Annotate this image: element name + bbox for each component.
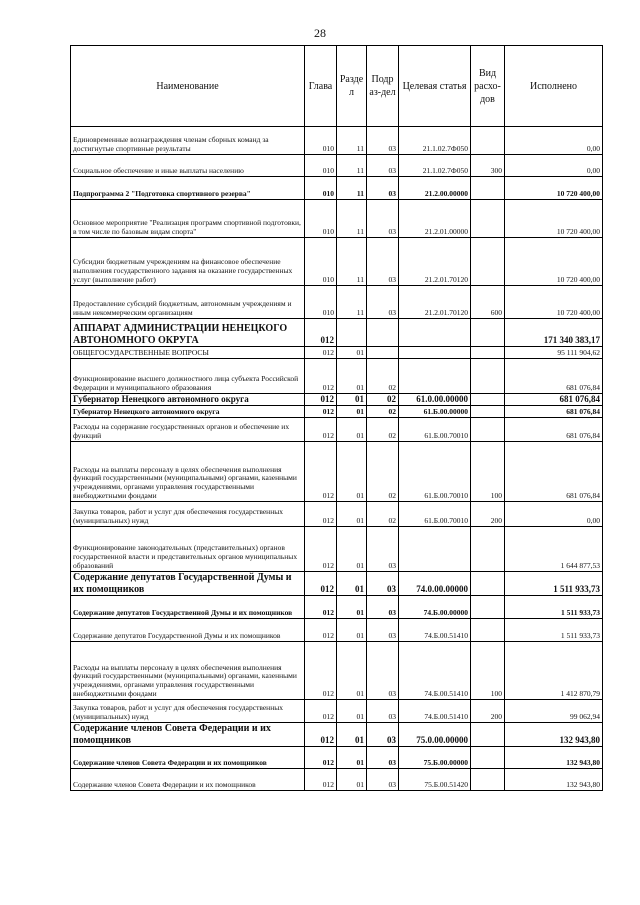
table-row: [71, 642, 603, 700]
cell-name: Содержание членов Совета Федерации и их помощников: [71, 747, 305, 769]
cell-ispolneno: 1 511 933,73: [505, 619, 603, 642]
cell-glava: 010: [305, 238, 337, 286]
cell-name: Закупка товаров, работ и услуг для обеспечения государственных (муниципальных) нужд: [71, 700, 305, 723]
table-row: [71, 319, 603, 347]
cell-ispolneno: 0,00: [505, 155, 603, 177]
header-razdel: Разде л: [337, 46, 367, 127]
cell-razdel: 11: [337, 238, 367, 286]
cell-ispolneno: 1 412 870,79: [505, 642, 603, 700]
cell-ispolneno: 681 076,84: [505, 394, 603, 406]
cell-podrazdel: 02: [367, 359, 399, 394]
cell-razdel: 01: [337, 406, 367, 418]
cell-tselevaya: 21.2.01.70120: [399, 238, 471, 286]
cell-tselevaya: 61.0.00.00000: [399, 394, 471, 406]
cell-razdel: 01: [337, 747, 367, 769]
table-row: [71, 155, 603, 177]
header-glava: Глава: [305, 46, 337, 127]
cell-ispolneno: 132 943,80: [505, 723, 603, 747]
header-name: Наименование: [71, 46, 305, 127]
cell-podrazdel: [367, 319, 399, 347]
table-row: [71, 747, 603, 769]
cell-razdel: 01: [337, 596, 367, 619]
table-row: [71, 127, 603, 155]
cell-razdel: 01: [337, 418, 367, 442]
cell-vid: [471, 347, 505, 359]
cell-tselevaya: [399, 319, 471, 347]
cell-name: Единовременные вознаграждения членам сборных команд за достигнутые спортивные результаты: [71, 127, 305, 155]
cell-razdel: 01: [337, 619, 367, 642]
cell-vid: [471, 359, 505, 394]
cell-podrazdel: 02: [367, 406, 399, 418]
table-row: [71, 418, 603, 442]
cell-tselevaya: 75.Б.00.00000: [399, 747, 471, 769]
cell-name: Основное мероприятие "Реализация программ спортивной подготовки, в том числе по базовым видам спорта": [71, 200, 305, 238]
header-vid: Вид расхо-дов: [471, 46, 505, 127]
cell-ispolneno: 10 720 400,00: [505, 177, 603, 200]
header-tselevaya: Целевая статья: [399, 46, 471, 127]
cell-tselevaya: 74.Б.00.51410: [399, 700, 471, 723]
cell-vid: [471, 619, 505, 642]
cell-vid: [471, 406, 505, 418]
cell-podrazdel: 02: [367, 394, 399, 406]
cell-razdel: 01: [337, 359, 367, 394]
table-row: [71, 527, 603, 572]
cell-podrazdel: 03: [367, 286, 399, 319]
cell-name: Содержание членов Совета Федерации и их помощников: [71, 769, 305, 791]
cell-vid: [471, 527, 505, 572]
cell-glava: 010: [305, 286, 337, 319]
cell-razdel: 01: [337, 572, 367, 596]
cell-vid: [471, 723, 505, 747]
cell-tselevaya: 21.1.02.7Ф050: [399, 155, 471, 177]
cell-tselevaya: [399, 359, 471, 394]
cell-razdel: 11: [337, 286, 367, 319]
cell-glava: 010: [305, 177, 337, 200]
table-row: [71, 177, 603, 200]
cell-podrazdel: 03: [367, 596, 399, 619]
table-row: [71, 347, 603, 359]
cell-podrazdel: 03: [367, 127, 399, 155]
cell-tselevaya: 21.2.01.00000: [399, 200, 471, 238]
cell-vid: 600: [471, 286, 505, 319]
cell-glava: 012: [305, 619, 337, 642]
cell-name: Подпрограмма 2 "Подготовка спортивного резерва": [71, 177, 305, 200]
cell-tselevaya: [399, 527, 471, 572]
table-row: [71, 502, 603, 527]
cell-tselevaya: 21.2.00.00000: [399, 177, 471, 200]
cell-ispolneno: 10 720 400,00: [505, 286, 603, 319]
cell-tselevaya: 75.Б.00.51420: [399, 769, 471, 791]
cell-vid: 100: [471, 442, 505, 502]
cell-tselevaya: [399, 347, 471, 359]
table-row: [71, 286, 603, 319]
table-row: [71, 394, 603, 406]
cell-tselevaya: 21.2.01.70120: [399, 286, 471, 319]
header-podrazdel: Подр аз-дел: [367, 46, 399, 127]
table-row: [71, 200, 603, 238]
cell-glava: 012: [305, 723, 337, 747]
cell-vid: 100: [471, 642, 505, 700]
header-ispolneno: Исполнено: [505, 46, 603, 127]
cell-vid: [471, 572, 505, 596]
cell-razdel: 01: [337, 394, 367, 406]
cell-podrazdel: 03: [367, 527, 399, 572]
cell-tselevaya: 75.0.00.00000: [399, 723, 471, 747]
cell-vid: 200: [471, 700, 505, 723]
table-header-row: [71, 46, 603, 127]
cell-name: Функционирование законодательных (представительных) органов государственной власти и представительных органов муниципальных образований: [71, 527, 305, 572]
cell-name: Функционирование высшего должностного лица субъекта Российской Федерации и муниципального образования: [71, 359, 305, 394]
cell-glava: 012: [305, 747, 337, 769]
cell-vid: 200: [471, 502, 505, 527]
cell-podrazdel: [367, 347, 399, 359]
cell-name: АППАРАТ АДМИНИСТРАЦИИ НЕНЕЦКОГО АВТОНОМНОГО ОКРУГА: [71, 319, 305, 347]
table-row: [71, 619, 603, 642]
cell-razdel: 01: [337, 347, 367, 359]
table-row: [71, 359, 603, 394]
cell-ispolneno: 681 076,84: [505, 406, 603, 418]
cell-razdel: 11: [337, 127, 367, 155]
cell-razdel: 11: [337, 177, 367, 200]
cell-podrazdel: 02: [367, 502, 399, 527]
cell-razdel: 11: [337, 155, 367, 177]
cell-ispolneno: 132 943,80: [505, 747, 603, 769]
cell-podrazdel: 03: [367, 747, 399, 769]
cell-ispolneno: 10 720 400,00: [505, 238, 603, 286]
cell-podrazdel: 03: [367, 155, 399, 177]
cell-ispolneno: 171 340 383,17: [505, 319, 603, 347]
table-row: [71, 723, 603, 747]
cell-ispolneno: 132 943,80: [505, 769, 603, 791]
cell-glava: 012: [305, 502, 337, 527]
cell-ispolneno: 0,00: [505, 127, 603, 155]
cell-glava: 010: [305, 127, 337, 155]
cell-vid: [471, 596, 505, 619]
table-row: [71, 442, 603, 502]
budget-table: [70, 45, 603, 791]
table-row: [71, 596, 603, 619]
cell-name: Расходы на выплаты персоналу в целях обеспечения выполнения функций государственными (муниципальными) органами, казенными учреждениями, органами управления государственными внебюджетными фондами: [71, 442, 305, 502]
cell-glava: 012: [305, 442, 337, 502]
cell-vid: 300: [471, 155, 505, 177]
cell-ispolneno: 1 511 933,73: [505, 572, 603, 596]
cell-razdel: 01: [337, 642, 367, 700]
cell-glava: 012: [305, 642, 337, 700]
cell-glava: 012: [305, 769, 337, 791]
cell-glava: 012: [305, 572, 337, 596]
table-row: [71, 406, 603, 418]
table-body: [71, 127, 603, 791]
cell-razdel: 11: [337, 200, 367, 238]
cell-name: Расходы на содержание государственных органов и обеспечение их функций: [71, 418, 305, 442]
cell-ispolneno: 95 111 904,62: [505, 347, 603, 359]
cell-glava: 012: [305, 359, 337, 394]
cell-podrazdel: 03: [367, 572, 399, 596]
cell-razdel: 01: [337, 442, 367, 502]
cell-ispolneno: 1 511 933,73: [505, 596, 603, 619]
cell-glava: 010: [305, 200, 337, 238]
table-row: [71, 572, 603, 596]
cell-vid: [471, 319, 505, 347]
cell-vid: [471, 200, 505, 238]
cell-name: Содержание депутатов Государственной Думы и их помощников: [71, 619, 305, 642]
cell-ispolneno: 99 062,94: [505, 700, 603, 723]
cell-podrazdel: 03: [367, 177, 399, 200]
cell-name: Закупка товаров, работ и услуг для обеспечения государственных (муниципальных) нужд: [71, 502, 305, 527]
cell-razdel: 01: [337, 723, 367, 747]
cell-tselevaya: 74.Б.00.51410: [399, 642, 471, 700]
cell-tselevaya: 74.Б.00.00000: [399, 596, 471, 619]
cell-name: Губернатор Ненецкого автономного округа: [71, 406, 305, 418]
cell-name: Расходы на выплаты персоналу в целях обеспечения выполнения функций государственными (муниципальными) органами, казенными учреждениями, органами управления государственными внебюджетными фондами: [71, 642, 305, 700]
cell-tselevaya: 21.1.02.7Ф050: [399, 127, 471, 155]
page-number: 28: [314, 26, 326, 40]
cell-tselevaya: 61.Б.00.70010: [399, 442, 471, 502]
cell-vid: [471, 177, 505, 200]
table-row: [71, 769, 603, 791]
cell-ispolneno: 681 076,84: [505, 418, 603, 442]
cell-podrazdel: 03: [367, 769, 399, 791]
cell-razdel: 01: [337, 700, 367, 723]
cell-razdel: 01: [337, 502, 367, 527]
cell-glava: 012: [305, 527, 337, 572]
cell-ispolneno: 0,00: [505, 502, 603, 527]
cell-ispolneno: 10 720 400,00: [505, 200, 603, 238]
cell-ispolneno: 681 076,84: [505, 442, 603, 502]
cell-name: Предоставление субсидий бюджетным, автономным учреждениям и иным некоммерческим организациям: [71, 286, 305, 319]
cell-vid: [471, 769, 505, 791]
cell-glava: 012: [305, 347, 337, 359]
cell-name: Субсидии бюджетным учреждениям на финансовое обеспечение выполнения государственного задания на оказание государственных услуг (выполнение работ): [71, 238, 305, 286]
cell-podrazdel: 02: [367, 418, 399, 442]
cell-name: Содержание членов Совета Федерации и их помощников: [71, 723, 305, 747]
cell-name: Губернатор Ненецкого автономного округа: [71, 394, 305, 406]
cell-glava: 012: [305, 406, 337, 418]
cell-razdel: [337, 319, 367, 347]
cell-vid: [471, 394, 505, 406]
cell-glava: 012: [305, 596, 337, 619]
cell-glava: 012: [305, 700, 337, 723]
cell-name: Содержание депутатов Государственной Думы и их помощников: [71, 572, 305, 596]
cell-name: ОБЩЕГОСУДАРСТВЕННЫЕ ВОПРОСЫ: [71, 347, 305, 359]
cell-razdel: 01: [337, 769, 367, 791]
cell-vid: [471, 127, 505, 155]
cell-podrazdel: 03: [367, 700, 399, 723]
cell-razdel: 01: [337, 527, 367, 572]
cell-podrazdel: 02: [367, 442, 399, 502]
cell-tselevaya: 61.Б.00.70010: [399, 418, 471, 442]
cell-tselevaya: 61.Б.00.70010: [399, 502, 471, 527]
cell-podrazdel: 03: [367, 619, 399, 642]
cell-podrazdel: 03: [367, 642, 399, 700]
cell-name: Социальное обеспечение и иные выплаты населению: [71, 155, 305, 177]
table-row: [71, 238, 603, 286]
cell-glava: 010: [305, 155, 337, 177]
cell-glava: 012: [305, 394, 337, 406]
cell-podrazdel: 03: [367, 200, 399, 238]
cell-podrazdel: 03: [367, 238, 399, 286]
cell-glava: 012: [305, 319, 337, 347]
cell-vid: [471, 747, 505, 769]
cell-vid: [471, 238, 505, 286]
cell-glava: 012: [305, 418, 337, 442]
cell-ispolneno: 681 076,84: [505, 359, 603, 394]
cell-ispolneno: 1 644 877,53: [505, 527, 603, 572]
cell-name: Содержание депутатов Государственной Думы и их помощников: [71, 596, 305, 619]
table-row: [71, 700, 603, 723]
cell-vid: [471, 418, 505, 442]
cell-tselevaya: 74.Б.00.51410: [399, 619, 471, 642]
cell-podrazdel: 03: [367, 723, 399, 747]
cell-tselevaya: 74.0.00.00000: [399, 572, 471, 596]
cell-tselevaya: 61.Б.00.00000: [399, 406, 471, 418]
